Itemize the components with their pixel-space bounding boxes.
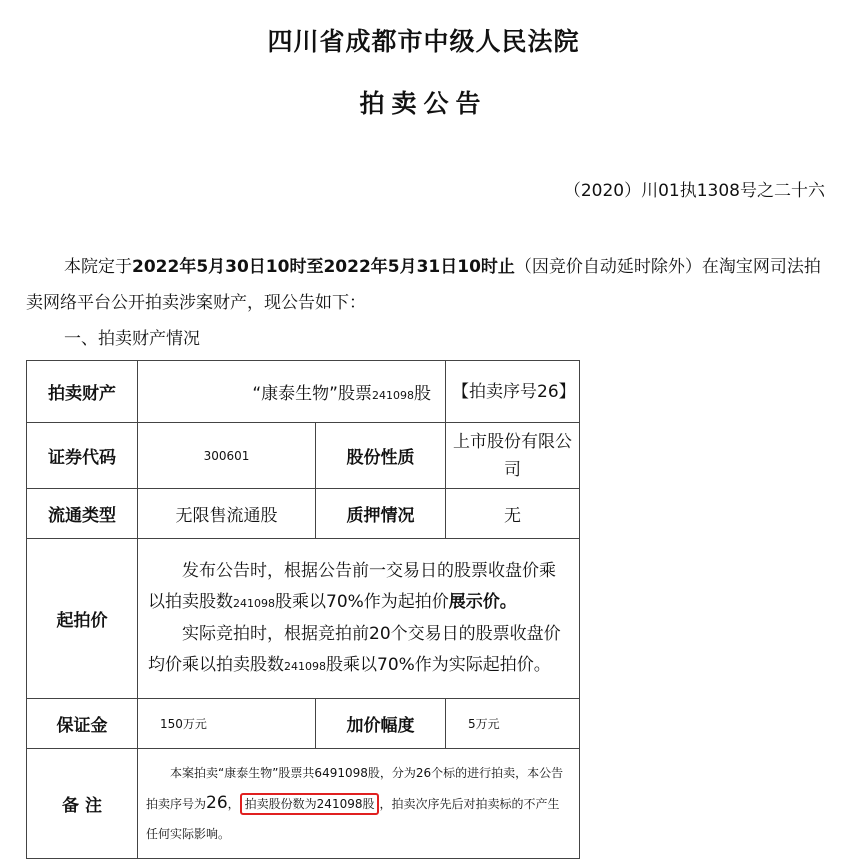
- code-label: 证券代码: [27, 423, 138, 489]
- type-label: 流通类型: [27, 489, 138, 539]
- asset-num: 241098: [372, 389, 414, 402]
- pledge-label: 质押情况: [316, 489, 446, 539]
- intro-paragraph: [26, 249, 826, 321]
- asset-value: [138, 361, 446, 423]
- asset-label: 拍卖财产: [27, 361, 138, 423]
- intro-part2: （因竞价自动延时除外）在淘宝网司法拍卖网络平台公开拍卖涉案财产，现公告如下：: [26, 257, 821, 313]
- intro-part1: 本院定于: [64, 257, 132, 277]
- start-price-text: [138, 539, 580, 699]
- type-value: 无限售流通股: [138, 489, 316, 539]
- deposit-label: 保证金: [27, 699, 138, 749]
- remark-label: 备 注: [27, 749, 138, 859]
- asset-post: 股: [414, 384, 431, 404]
- table-row: [27, 489, 580, 539]
- remark-text: 本案拍卖“康泰生物”股票共6491098股，分为26个标的进行拍卖，本公告拍卖序号为26， 拍卖股份数为241098股 ，拍卖次序先后对拍卖标的不产生任何实际影响。: [138, 749, 580, 859]
- nature-value: 上市股份有限公司: [446, 423, 580, 489]
- code-value: 300601: [138, 423, 316, 489]
- deposit-value: 150万元: [138, 699, 316, 749]
- notice-title: 拍卖公告: [359, 89, 488, 118]
- section-heading: 一、拍卖财产情况: [64, 329, 200, 349]
- lot-number: 【拍卖序号26】: [446, 361, 580, 423]
- asset-info-table: [26, 360, 580, 859]
- highlighted-share-count: 拍卖股份数为241098股: [240, 793, 380, 815]
- nature-label: 股份性质: [316, 423, 446, 489]
- asset-pre: “康泰生物”股票: [252, 384, 372, 404]
- table-row: [27, 699, 580, 749]
- table-row: [27, 423, 580, 489]
- table-row: [27, 361, 580, 423]
- start-price-para-1: 发布公告时，根据公告前一交易日的股票收盘价乘以拍卖股数241098股乘以70%作为起拍价展示价。: [148, 560, 556, 612]
- start-price-label: 起拍价: [27, 539, 138, 699]
- table-row: [27, 749, 580, 859]
- court-name: 四川省成都市中级人民法院: [267, 27, 580, 56]
- case-number: （2020）川01执1308号之二十六: [563, 181, 825, 201]
- pledge-value: 无: [446, 489, 580, 539]
- auction-period: 2022年5月30日10时至2022年5月31日10时止: [132, 257, 515, 277]
- increment-label: 加价幅度: [316, 699, 446, 749]
- start-price-para-2: 实际竞拍时，根据竞拍前20个交易日的股票收盘价均价乘以拍卖股数241098股乘以70%作为实际起拍价。: [148, 623, 561, 675]
- increment-value: 5万元: [446, 699, 580, 749]
- table-row: [27, 539, 580, 699]
